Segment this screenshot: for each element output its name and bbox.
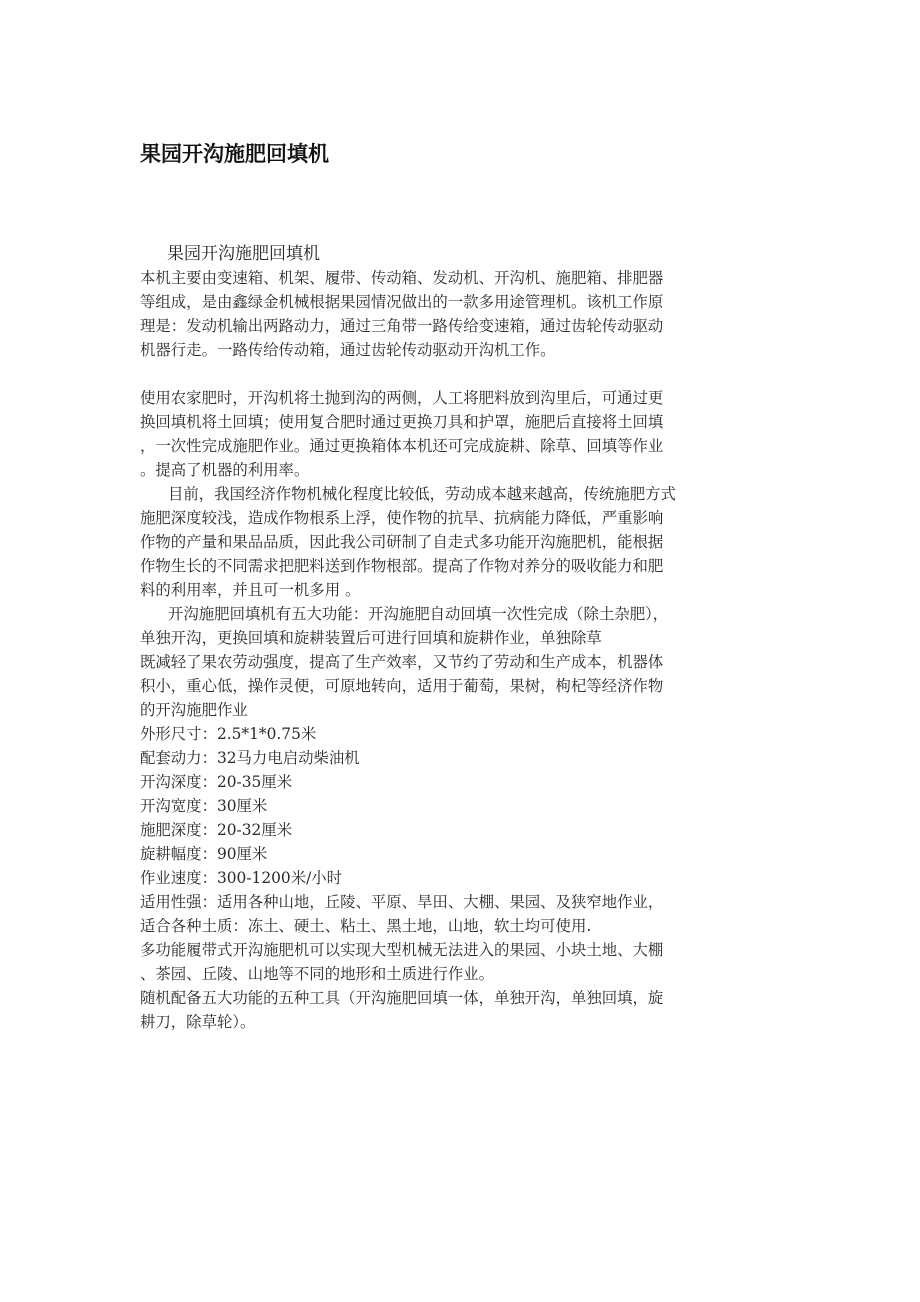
spec-line: 旋耕幅度：90厘米 — [140, 845, 268, 863]
body-line: 作物生长的不同需求把肥料送到作物根部。提高了作物对养分的吸收能力和肥 — [140, 557, 664, 575]
body-line: 等组成，是由鑫绿金机械根据果园情况做出的一款多用途管理机。该机工作原 — [140, 293, 664, 311]
document-title: 果园开沟施肥回填机 — [140, 142, 329, 166]
body-line: 既减轻了果农劳动强度，提高了生产效率，又节约了劳动和生产成本，机器体 — [140, 653, 664, 671]
body-line: 本机主要由变速箱、机架、履带、传动箱、发动机、开沟机、施肥箱、排肥器 — [140, 269, 664, 287]
blank-line — [140, 362, 780, 386]
body-line: 料的利用率，并且可一机多用 。 — [140, 581, 361, 599]
document-subtitle: 果园开沟施肥回填机 — [167, 244, 320, 264]
body-line: 理是：发动机输出两路动力，通过三角带一路传给变速箱，通过齿轮传动驱动 — [140, 317, 664, 335]
body-line: 适用性强：适用各种山地，丘陵、平原、旱田、大棚、果园、及狭窄地作业， — [140, 893, 664, 911]
spec-line: 开沟宽度：30厘米 — [140, 797, 268, 815]
body-line: 耕刀，除草轮）。 — [140, 1013, 256, 1031]
body-line: 作物的产量和果品品质，因此我公司研制了自走式多功能开沟施肥机，能根据 — [140, 533, 664, 551]
body-line: 随机配备五大功能的五种工具（开沟施肥回填一体，单独开沟，单独回填，旋 — [140, 989, 664, 1007]
body-line: 、茶园、丘陵、山地等不同的地形和土质进行作业。 — [140, 965, 494, 983]
spec-line: 配套动力：32马力电启动柴油机 — [140, 749, 360, 767]
body-line: 的开沟施肥作业 — [140, 701, 248, 719]
body-line: 。提高了机器的利用率。 — [140, 461, 310, 479]
body-line: 积小，重心低，操作灵便，可原地转向，适用于葡萄，果树，枸杞等经济作物 — [140, 677, 664, 695]
body-line: 多功能履带式开沟施肥机可以实现大型机械无法进入的果园、小块土地、大棚 — [140, 941, 664, 959]
body-line: 施肥深度较浅，造成作物根系上浮，使作物的抗旱、抗病能力降低，严重影响 — [140, 509, 664, 527]
spec-line: 作业速度：300-1200米/小时 — [140, 869, 343, 887]
body-line: 开沟施肥回填机有五大功能：开沟施肥自动回填一次性完成（除土杂肥）， — [168, 605, 669, 623]
spec-line: 开沟深度：20-35厘米 — [140, 773, 293, 791]
body-line: 使用农家肥时，开沟机将土抛到沟的两侧，人工将肥料放到沟里后，可通过更 — [140, 389, 664, 407]
body-line: 换回填机将土回填；使用复合肥时通过更换刀具和护罩，施肥后直接将土回填 — [140, 413, 664, 431]
body-line: 机器行走。一路传给传动箱，通过齿轮传动驱动开沟机工作。 — [140, 341, 556, 359]
spec-line: 施肥深度：20-32厘米 — [140, 821, 293, 839]
body-line: 目前，我国经济作物机械化程度比较低，劳动成本越来越高，传统施肥方式 — [168, 485, 676, 503]
body-line: 适合各种土质：冻土、硬土、粘土、黑土地，山地，软土均可使用. — [140, 917, 592, 935]
body-line: 单独开沟，更换回填和旋耕装置后可进行回填和旋耕作业，单独除草 — [140, 629, 602, 647]
document-body — [140, 266, 780, 1034]
body-line: ，一次性完成施肥作业。通过更换箱体本机还可完成旋耕、除草、回填等作业 — [140, 437, 664, 455]
spec-line: 外形尺寸：2.5*1*0.75米 — [140, 725, 317, 743]
